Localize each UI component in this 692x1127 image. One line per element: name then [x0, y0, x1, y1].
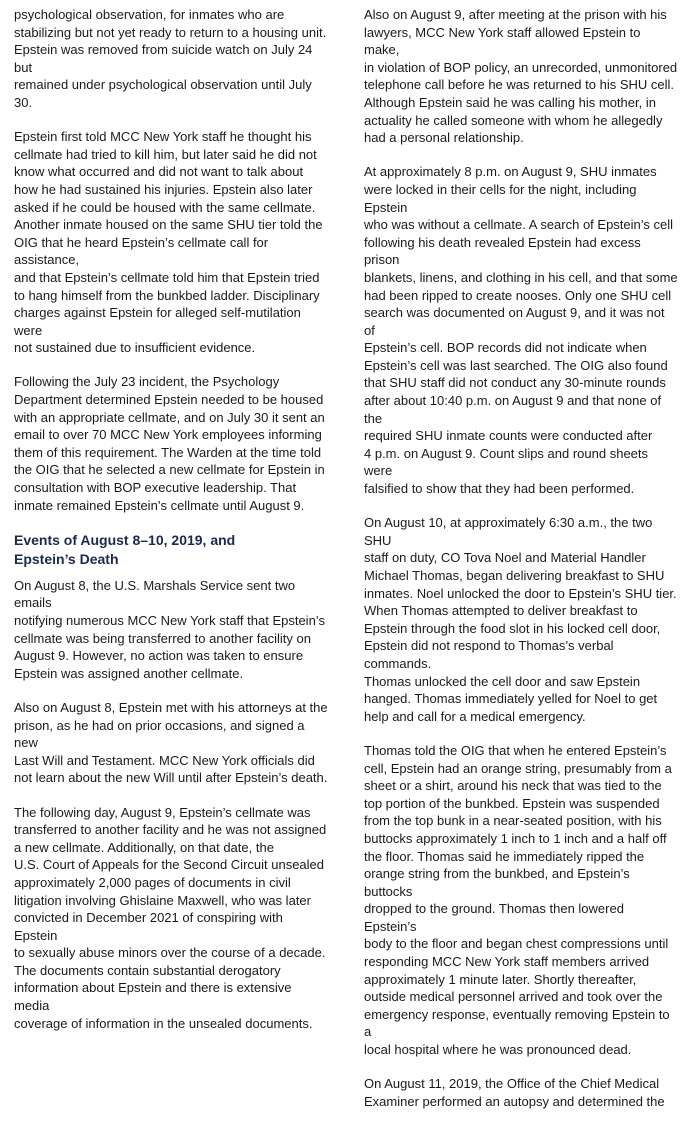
paragraph: Following the July 23 incident, the Psychology Department determined Epstein needed to be housed with an appropriate cellmate, and on July 30 it sent an email to over 70 MCC New York employees informing them of this requirement. The Warden at the time told the OIG that he selected a new cellmate for Epstein in consultation with BOP executive leadership. That inmate remained Epstein’s cellmate until August 9. [14, 374, 325, 513]
paragraph: Thomas told the OIG that when he entered Epstein’s cell, Epstein had an orange string, presumably from a sheet or a shirt, around his neck that was tied to the top portion of the bunkbed. Epstein was suspended from the top bunk in a near-seated position, with his buttocks approximately 1 inch to 1 inch and a half off the floor. Thomas said he immediately ripped the orange string from the bunkbed, and Epstein’s buttocks dropped to the ground. Thomas then lowered Epstein’s body to the floor and began chest compressions until responding MCC New York staff members arrived approximately 1 minute later. Shortly thereafter, outside medical personnel arrived and took over the emergency response, eventually removing Epstein to a local hospital where he was pronounced dead. [364, 742, 672, 1058]
paragraph: The following day, August 9, Epstein’s cellmate was transferred to another facility and he was not assigned a new cellmate. Additionally, on that date, the U.S. Court of Appeals for the Second Circuit unsealed approximately 2,000 pages of documents in civil litigation involving Ghislaine Maxwell, who was later convicted in December 2021 of conspiring with Epstein to sexually abuse minors over the course of a decade. The documents contain substantial derogatory information about Epstein and there is extensive media coverage of information in the unsealed documents. [14, 804, 327, 1031]
paragraph: At approximately 8 p.m. on August 9, SHU inmates were locked in their cells for the night, including Epstein who was without a cellmate. A search of Epstein’s cell following his death revealed Epstein had excess prison blankets, linens, and clothing in his cell, and that some had been ripped to create nooses. Only one SHU cell search was documented on August 9, and it was not of Epstein’s cell. BOP records did not indicate when Epstein’s cell was last searched. The OIG also found that SHU staff did not conduct any 30-minute rounds after about 10:40 p.m. on August 9 and that none of the required SHU inmate counts were conducted after 4 p.m. on August 9. Count slips and round sheets were falsified to show that they had been performed. [364, 164, 678, 497]
section-heading: Events of August 8–10, 2019, and Epstein’s Death [14, 531, 236, 567]
paragraph: On August 8, the U.S. Marshals Service sent two emails notifying numerous MCC New York staff that Epstein’s cellmate was being transferred to another facility on August 9. However, no action was taken to ensure Epstein was assigned another cellmate. [14, 577, 325, 681]
paragraph: Epstein first told MCC New York staff he thought his cellmate had tried to kill him, but later said he did not know what occurred and did not want to talk about how he had sustained his injuries. Epstein also later asked if he could be housed with the same cellmate. Another inmate housed on the same SHU tier told the OIG that he heard Epstein’s cellmate call for assistance, and that Epstein’s cellmate told him that Epstein tried to hang himself from the bunkbed ladder. Disciplinary charges against Epstein for alleged self-mutilation were not sustained due to insufficient evidence. [14, 129, 323, 356]
paragraph: On August 11, 2019, the Office of the Chief Medical Examiner performed an autopsy and determined the [364, 1076, 665, 1109]
paragraph: On August 10, at approximately 6:30 a.m., the two SHU staff on duty, CO Tova Noel and Material Handler Michael Thomas, began delivering breakfast to SHU inmates. Noel unlocked the door to Epstein’s SHU tier. When Thomas attempted to deliver breakfast to Epstein through the food slot in his locked cell door, Epstein did not respond to Thomas’s verbal commands. Thomas unlocked the cell door and saw Epstein hanged. Thomas immediately yelled for Noel to get help and call for a medical emergency. [364, 515, 677, 724]
left-column [14, 6, 328, 1049]
paragraph: Also on August 8, Epstein met with his attorneys at the prison, as he had on prior occasions, and signed a new Last Will and Testament. MCC New York officials did not learn about the new Will until after Epstein’s death. [14, 699, 328, 786]
right-column [364, 6, 678, 1127]
paragraph: Also on August 9, after meeting at the prison with his lawyers, MCC New York staff allowed Epstein to make, in violation of BOP policy, an unrecorded, unmonitored telephone call before he was returned to his SHU cell. Although Epstein said he was calling his mother, in actuality he called someone with whom he allegedly had a personal relationship. [364, 7, 678, 146]
paragraph: psychological observation, for inmates who are stabilizing but not yet ready to return to a housing unit. Epstein was removed from suicide watch on July 24 but remained under psychological observation until July 30. [14, 7, 327, 110]
